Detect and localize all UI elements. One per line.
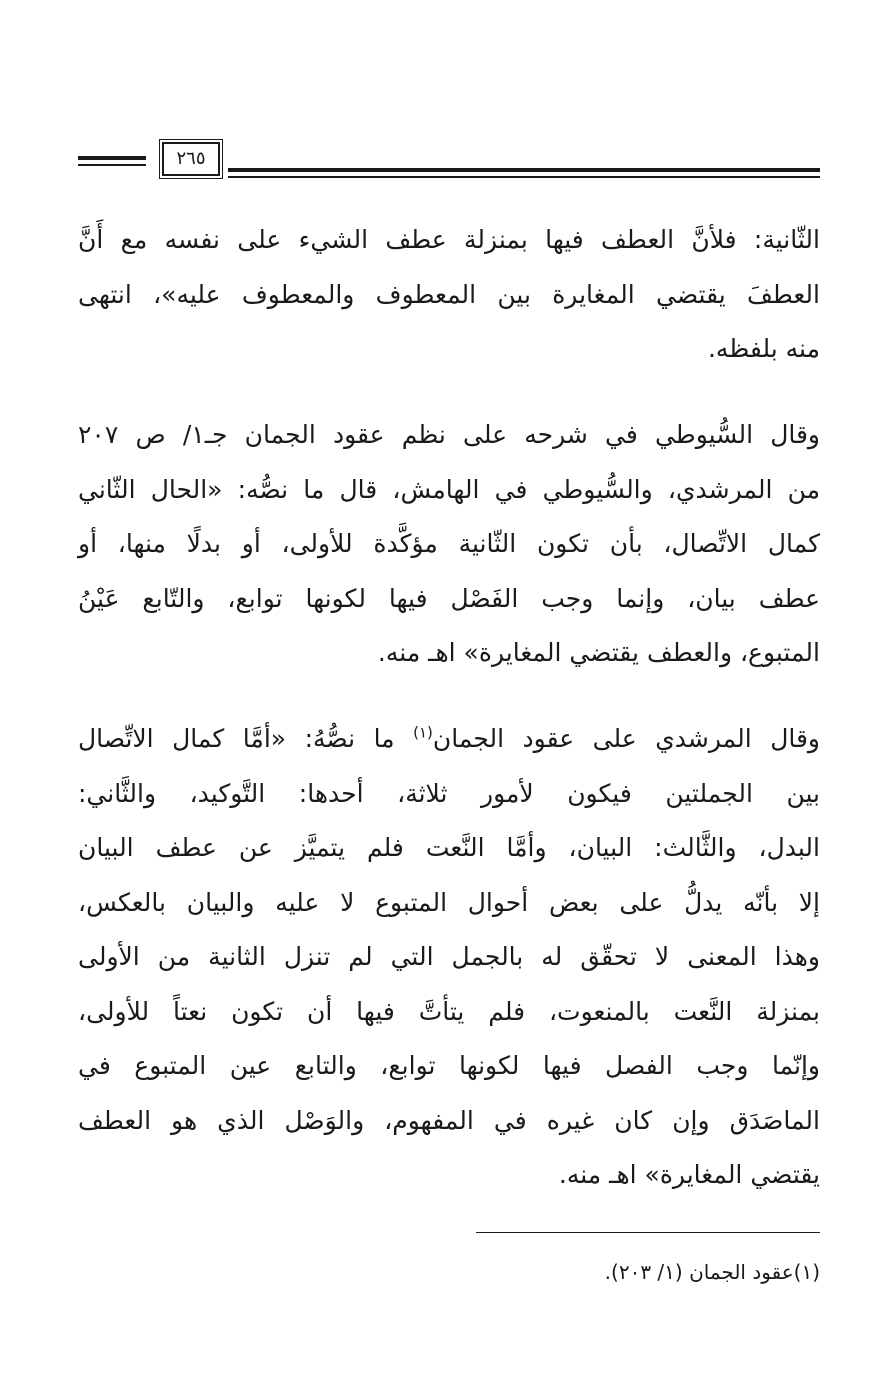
text-line: البدل، والثَّالث: البيان، وأمَّا النَّعت فلم يتميَّز عن عطف البيان — [78, 833, 820, 862]
text-line: الثّانية: فلأنَّ العطف فيها بمنزلة عطف الشيء على نفسه مع أَنَّ — [78, 225, 820, 254]
lead-text: وقال المرشدي على عقود الجمان — [432, 724, 821, 753]
text-line: المتبوع، والعطف يقتضي المغايرة» اهـ منه. — [377, 638, 820, 667]
text-line: وهذا المعنى لا تحقّق له بالجمل التي لم تنزل الثانية من الأولى — [78, 942, 820, 971]
footnote-ref[interactable]: (١) — [413, 723, 433, 742]
paragraph-3 — [78, 712, 820, 1203]
text-line: العطفَ يقتضي المغايرة بين المعطوف والمعطوف عليه»، انتهى — [78, 279, 820, 309]
text-line: بين الجملتين فيكون لأمور ثلاثة، أحدها: التَّوكيد، والثَّاني: — [78, 778, 820, 808]
footnote: (١)عقود الجمان (١/ ٢٠٣). — [604, 1260, 820, 1284]
text-line: إلا بأنّه يدلُّ على بعض أحوال المتبوع لا عليه والبيان بالعكس، — [78, 887, 820, 917]
text-line: عطف بيان، وإنما وجب الفَصْل فيها لكونها توابع، والتّابع عَيْنُ — [78, 583, 820, 613]
text-line: كمال الاتِّصال، بأن تكون الثّانية مؤكَّدة للأولى، أو بدلًا منها، أو — [78, 529, 820, 558]
text-line: منه بلفظه. — [707, 334, 820, 363]
paragraph-2 — [78, 408, 820, 681]
page-number: ٢٦٥ — [162, 142, 220, 176]
lead-text-rest: ما نصُّهُ: «أمَّا كمال الاتِّصال — [78, 724, 414, 753]
text-line-with-note — [78, 712, 820, 767]
text-line: بمنزلة النَّعت بالمنعوت، فلم يتأتَّ فيها أن تكون نعتاً للأولى، — [78, 996, 820, 1026]
text-line: يقتضي المغايرة» اهـ منه. — [558, 1160, 820, 1189]
text-line: من المرشدي، والسُّيوطي في الهامش، قال ما نصُّه: «الحال الثّاني — [78, 474, 820, 504]
text-line: وقال السُّيوطي في شرحه على نظم عقود الجمان جـ١/ ص ٢٠٧ — [78, 420, 821, 449]
header-rule-left — [78, 156, 146, 168]
text-line: وإنّما وجب الفصل فيها لكونها توابع، والتابع عين المتبوع في — [78, 1051, 820, 1080]
page-header — [78, 140, 820, 184]
paragraph-1 — [78, 213, 820, 377]
header-rule-right — [228, 168, 820, 180]
text-line: الماصَدَق وإن كان غيره في المفهوم، والوَصْل الذي هو العطف — [78, 1105, 820, 1135]
footnote-separator — [476, 1232, 820, 1233]
